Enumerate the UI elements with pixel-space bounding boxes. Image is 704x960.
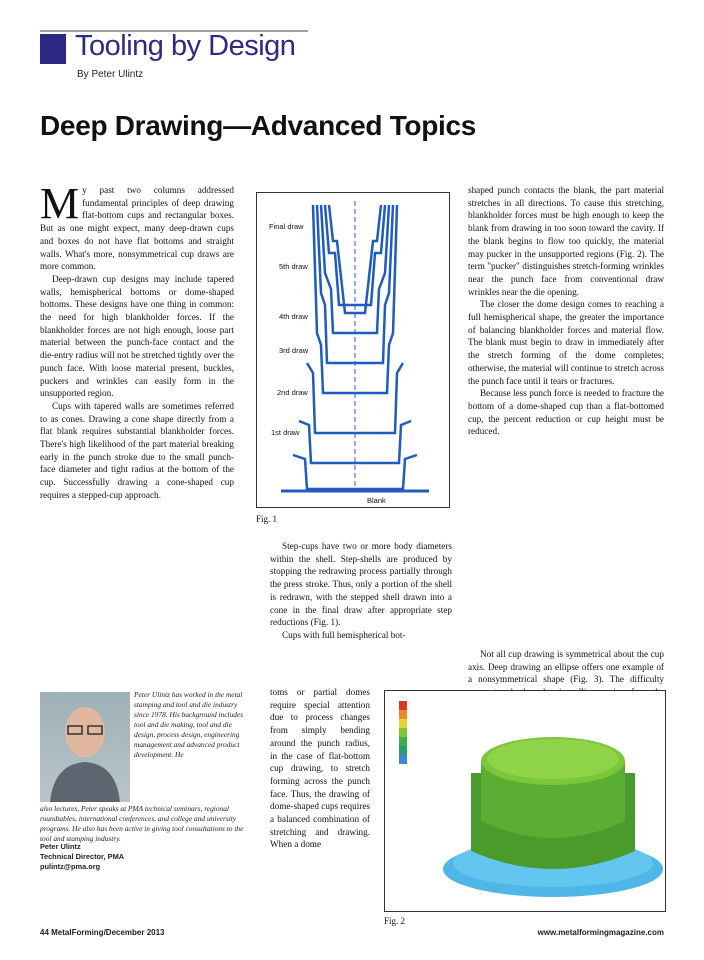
paragraph: Cups with full hemispherical bot- (282, 629, 406, 640)
legend-swatch (399, 710, 407, 719)
author-bio: Peter Ulintz has worked in the metal stamping and tool and die industry since 1978. His background includes tool and die making, tool and die design, process design, engineering management and advanced product development. He (134, 690, 244, 759)
stage-label: 1st draw (271, 428, 300, 437)
legend-swatch (399, 737, 407, 746)
author-bio-continued: also lectures, Peter speaks at PMA technical seminars, regional roundtables, international conferences, and college and university programs. He also has been active in giving tool consultations to the tool and stamping industry. (40, 804, 244, 843)
legend-swatch (399, 746, 407, 755)
author-portrait (40, 692, 130, 802)
paragraph: Cups with tapered walls are sometimes referred to as cones. Drawing a cone shape directly from a flat blank requires substantial blankholder forces. There's high likelihood of the part material breaking early in the punch stroke due to the small punch-face diameter and tight radius at the bottom of the cup. Successfully drawing a cone-shaped cup requires a stepped-cup approach. (40, 400, 234, 500)
legend-swatch (399, 728, 407, 737)
stage-label: Blank (367, 496, 386, 505)
paragraph: The closer the dome design comes to reaching a full hemispherical shape, the greater the importance of balancing blankholder forces and material flow. The blank must begin to draw in immediately after the stretch forming of the dome completes; otherwise, the material will continue to stretch across the punch face until it tears or fractures. (468, 299, 664, 386)
paragraph: shaped punch contacts the blank, the part material stretches in all directions. To cause this stretching, blankholder forces must be high enough to keep the blank from drawing in too soon toward the cavity. If the blank begins to flow too quickly, the material may pucker in the unsupported regions (Fig. 2). The term "pucker" distinguishes stretch-forming wrinkles near the punch face from conventional draw wrinkles near the die opening. (468, 185, 664, 297)
legend-swatch (399, 701, 407, 710)
stage-label: 3rd draw (279, 346, 309, 355)
figure-2 (384, 690, 666, 912)
figure-2-caption: Fig. 2 (384, 916, 406, 926)
column-2-continued (270, 686, 370, 851)
author-photo (40, 692, 130, 802)
stage-label: 5th draw (279, 262, 308, 271)
page-footer-left: 44 MetalForming/December 2013 (40, 928, 165, 937)
column-3 (468, 184, 664, 438)
page-footer-right: www.metalformingmagazine.com (537, 928, 664, 937)
contact-org: Technical Director, PMA (40, 852, 125, 861)
fea-cup-render (385, 691, 665, 911)
draw-stages-diagram (257, 193, 449, 507)
figure-1 (256, 192, 450, 508)
section-marker (40, 34, 66, 64)
section-title: Tooling by Design (75, 30, 296, 62)
paragraph: Deep-drawn cup designs may include tapered walls, hemispherical bottoms or dome-shaped bottoms. These designs have one thing in common: the need for high blankholder forces. If the blankholder forces are not high enough, loose part material between the punch-face contact and the die-entry radius will not be stretched tightly over the punch face. With loose material present, buckles, puckers and wrinkles can easily form in the unsupported region. (40, 273, 234, 399)
contact-name: Peter Ulintz (40, 842, 81, 851)
author-contact (40, 842, 240, 872)
paragraph: Because less punch force is needed to fracture the bottom of a dome-shaped cup than a flat-bottomed cup, the percent reduction or cup height must be reduced. (468, 388, 664, 437)
byline: By Peter Ulintz (77, 69, 144, 80)
article-title: Deep Drawing—Advanced Topics (40, 110, 477, 141)
paragraph: Not all cup drawing is symmetrical about the cup axis. Deep drawing an ellipse offers one example of a nonsymmetrical shape (Fig. 3). The difficulty (468, 649, 664, 685)
legend-swatch (399, 719, 407, 728)
stage-label: Final draw (269, 222, 304, 231)
color-legend (399, 701, 407, 764)
legend-swatch (399, 755, 407, 764)
stage-label: 2nd draw (277, 388, 308, 397)
figure-1-caption: Fig. 1 (256, 514, 278, 524)
column-1 (40, 179, 234, 502)
stage-label: 4th draw (279, 312, 308, 321)
drop-cap: M (40, 179, 80, 228)
contact-email: pulintz@pma.org (40, 862, 101, 871)
paragraph: Step-cups have two or more body diameters within the shell. Step-shells are produced by stopping the redrawing process partially through the press stroke. Thus, only a portion of the shell is redrawn, with the stepped shell drawn into a cone in the final draw after appropriate step reductions (Fig. 1). (270, 541, 452, 628)
paragraph: y past two columns addressed fundamental principles of deep drawing flat-bottom cups and rectangular boxes. But as one might expect, many deep-drawn cups and boxes do not have flat bottoms and straight walls. What's more, nonsymmetrical cup draws are more common. (40, 185, 234, 272)
paragraph: toms or partial domes require special attention due to process changes from simply bending around the punch radius, in the case of flat-bottom cup drawing, to stretch forming across the punch face. Thus, the drawing of dome-shaped cups requires a balanced combination of stretching and drawing. When a dome (270, 687, 371, 850)
column-2 (270, 540, 452, 642)
